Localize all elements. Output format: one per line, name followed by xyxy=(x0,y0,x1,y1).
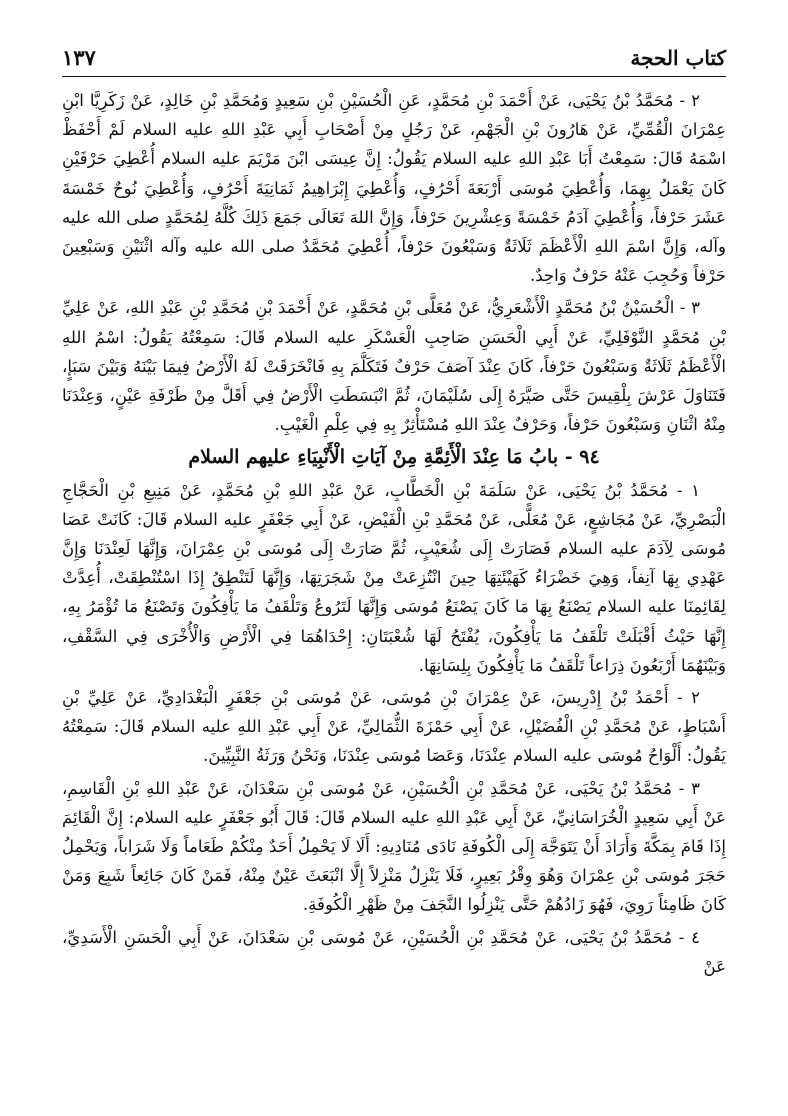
hadith-paragraph: ٢ - أَحْمَدُ بْنُ إِدْرِيسَ، عَنْ عِمْرَانَ بْنِ مُوسَى، عَنْ مُوسَى بْنِ جَعْفَرٍ الْبَغْدَادِيِّ، عَنْ عَلِيِّ بْنِ أَسْبَاطٍ، عَنْ مُحَمَّدِ بْنِ الْفُضَيْلِ، عَنْ أَبِي حَمْزَةَ الثُّمَالِيِّ، عَنْ أَبِي عَبْدِ اللهِ عليه السلام قَالَ: سَمِعْتُهُ يَقُولُ: أَلْوَاحُ مُوسَى عليه السلام عِنْدَنَا، وَعَصَا مُوسَى عِنْدَنَا، وَنَحْنُ وَرَثَةُ النَّبِيِّينَ. xyxy=(62,688,726,766)
chapter-heading: ٩٤ - بابُ مَا عِنْدَ الْأَئِمَّةِ مِنْ آيَاتِ الْأَنْبِيَاءِ عليهم السلام xyxy=(188,446,600,469)
page-header xyxy=(62,30,726,70)
hadith-paragraph: ١ - مُحَمَّدُ بْنُ يَحْيَى، عَنْ سَلَمَةَ بْنِ الْخَطَّابِ، عَنْ عَبْدِ اللهِ بْنِ مُحَمَّدٍ، عَنْ مَنِيعِ بْنِ الْحَجَّاجِ الْبَصْرِيِّ، عَنْ مُجَاشِعٍ، عَنْ مُعَلًّى، عَنْ مُحَمَّدِ بْنِ الْفَيْضِ، عَنْ أَبِي جَعْفَرٍ عليه السلام قَالَ: كَانَتْ عَصَا مُوسَى لِآدَمَ عليه السلام فَصَارَتْ إِلَى شُعَيْبٍ، ثُمَّ صَارَتْ إِلَى مُوسَى بْنِ عِمْرَانَ، وَإِنَّهَا لَعِنْدَنَا وَإِنَّ عَهْدِي بِهَا آنِفاً، وَهِيَ خَضْرَاءُ كَهَيْئَتِهَا حِينَ انْتُزِعَتْ مِنْ شَجَرَتِهَا، وَإِنَّهَا لَتَنْطِقُ إِذَا اسْتُنْطِقَتْ، أُعِدَّتْ لِقَائِمِنَا عليه السلام يَصْنَعُ بِهَا مَا كَانَ يَصْنَعُ مُوسَى وَإِنَّهَا لَتَرُوعُ وَتَلْقَفُ مَا يَأْفِكُونَ وَتَصْنَعُ مَا تُؤْمَرُ بِهِ، إِنَّهَا حَيْثُ أَقْبَلَتْ تَلْقَفُ مَا يَأْفِكُونَ، يُفْتَحُ لَهَا شُعْبَتَانِ: إِحْدَاهُمَا فِي الْأَرْضِ وَالْأُخْرَى فِي السَّقْفِ، وَبَيْنَهُمَا أَرْبَعُونَ ذِرَاعاً تَلْقَفُ مَا يَأْفِكُونَ بِلِسَانِهَا. xyxy=(62,480,726,675)
page-number: ١٣٧ xyxy=(62,45,96,70)
header-rule xyxy=(62,76,726,77)
hadith-paragraph: ٣ - مُحَمَّدُ بْنُ يَحْيَى، عَنْ مُحَمَّدِ بْنِ الْحُسَيْنِ، عَنْ مُوسَى بْنِ سَعْدَانَ، عَنْ عَبْدِ اللهِ بْنِ الْقَاسِمِ، عَنْ أَبِي سَعِيدٍ الْخُرَاسَانِيِّ، عَنْ أَبِي عَبْدِ اللهِ عليه السلام قَالَ: قَالَ أَبُو جَعْفَرٍ عليه السلام: إِنَّ الْقَائِمَ إِذَا قَامَ بِمَكَّةَ وَأَرَادَ أَنْ يَتَوَجَّهَ إِلَى الْكُوفَةِ نَادَى مُنَادِيهِ: أَلَا لَا يَحْمِلُ أَحَدٌ مِنْكُمْ طَعَاماً وَلَا شَرَاباً، وَيَحْمِلُ حَجَرَ مُوسَى بْنِ عِمْرَانَ وَهُوَ وِقْرُ بَعِيرٍ، فَلَا يَنْزِلُ مَنْزِلاً إِلَّا انْبَعَثَ عَيْنٌ مِنْهُ، فَمَنْ كَانَ جَائِعاً شَبِعَ وَمَنْ كَانَ ظَامِئاً رَوِيَ، فَهُوَ زَادُهُمْ حَتَّى يَنْزِلُوا النَّجَفَ مِنْ ظَهْرِ الْكُوفَةِ. xyxy=(62,778,726,915)
running-title: كتاب الحجة xyxy=(630,46,726,70)
hadith-paragraph: ٣ - الْحُسَيْنُ بْنُ مُحَمَّدٍ الْأَشْعَرِيُّ، عَنْ مُعَلَّى بْنِ مُحَمَّدٍ، عَنْ أَحْمَدَ بْنِ مُحَمَّدِ بْنِ عَبْدِ اللهِ، عَنْ عَلِيِّ بْنِ مُحَمَّدٍ النَّوْفَلِيِّ، عَنْ أَبِي الْحَسَنِ صَاحِبِ الْعَسْكَرِ عليه السلام قَالَ: سَمِعْتُهُ يَقُولُ: اسْمُ اللهِ الْأَعْظَمُ ثَلَاثَةٌ وَسَبْعُونَ حَرْفاً، كَانَ عِنْدَ آصَفَ حَرْفٌ فَتَكَلَّمَ بِهِ فَانْخَرَقَتْ لَهُ الْأَرْضُ فِيمَا بَيْنَهُ وَبَيْنَ سَبَإٍ، فَتَنَاوَلَ عَرْشَ بِلْقِيسَ حَتَّى صَيَّرَهُ إِلَى سُلَيْمَانَ، ثُمَّ انْبَسَطَتِ الْأَرْضُ فِي أَقَلَّ مِنْ طَرْفَةِ عَيْنٍ، وَعِنْدَنَا مِنْهُ اثْنَانِ وَسَبْعُونَ حَرْفاً، وَحَرْفٌ عِنْدَ اللهِ مُسْتَأْثِرٌ بِهِ فِي عِلْمِ الْغَيْبِ. xyxy=(62,298,726,435)
hadith-paragraph: ٢ - مُحَمَّدُ بْنُ يَحْيَى، عَنْ أَحْمَدَ بْنِ مُحَمَّدٍ، عَنِ الْحُسَيْنِ بْنِ سَعِيدٍ وَمُحَمَّدِ بْنِ خَالِدٍ، عَنْ زَكَرِيَّا ابْنِ عِمْرَانَ الْقُمِّيِّ، عَنْ هَارُونَ بْنِ الْجَهْمِ، عَنْ رَجُلٍ مِنْ أَصْحَابِ أَبِي عَبْدِ اللهِ عليه السلام لَمْ أَحْفَظْ اسْمَهُ قَالَ: سَمِعْتُ أَبَا عَبْدِ اللهِ عليه السلام يَقُولُ: إِنَّ عِيسَى ابْنَ مَرْيَمَ عليه السلام أُعْطِيَ حَرْفَيْنِ كَانَ يَعْمَلُ بِهِمَا، وَأُعْطِيَ مُوسَى أَرْبَعَةَ أَحْرُفٍ، وَأُعْطِيَ إِبْرَاهِيمُ ثَمَانِيَةَ أَحْرُفٍ، وَأُعْطِيَ نُوحٌ خَمْسَةَ عَشَرَ حَرْفاً، وَأُعْطِيَ آدَمُ خَمْسَةً وَعِشْرِينَ حَرْفاً، وَإِنَّ اللهَ تَعَالَى جَمَعَ ذَلِكَ كُلَّهُ لِمُحَمَّدٍ صلى الله عليه وآله، وَإِنَّ اسْمَ اللهِ الْأَعْظَمَ ثَلَاثَةٌ وَسَبْعُونَ حَرْفاً، أُعْطِيَ مُحَمَّدٌ صلى الله عليه وآله اثْنَيْنِ وَسَبْعِينَ حَرْفاً وَحُجِبَ عَنْهُ حَرْفٌ وَاحِدٌ. xyxy=(62,91,726,286)
hadith-paragraph: ٤ - مُحَمَّدُ بْنُ يَحْيَى، عَنْ مُحَمَّدِ بْنِ الْحُسَيْنِ، عَنْ مُوسَى بْنِ سَعْدَانَ، عَنْ أَبِي الْحَسَنِ الْأَسَدِيِّ، عَنْ xyxy=(62,927,726,976)
page-body xyxy=(62,86,726,1110)
